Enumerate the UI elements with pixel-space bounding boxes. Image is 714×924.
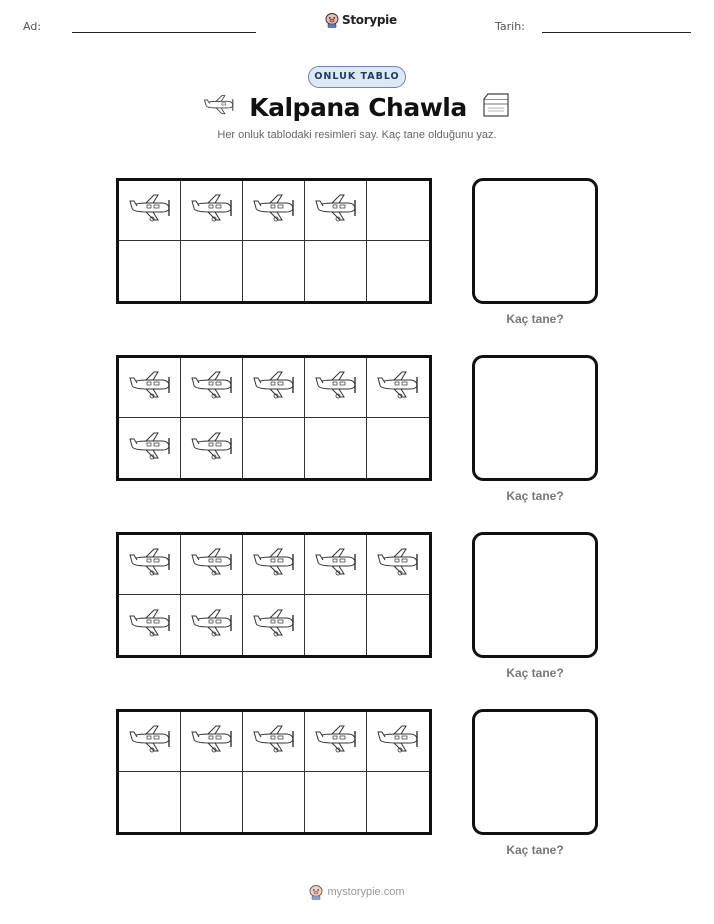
airplane-icon [190,430,234,467]
ten-frame-cell [243,418,305,478]
ten-frame-cell [367,535,429,595]
airplane-icon [128,607,172,644]
ten-frame-cell [119,712,181,772]
ten-frame-cell [367,418,429,478]
footer-url: mystorypie.com [327,886,405,898]
airplane-icon [376,546,420,583]
ten-frame-cell [305,712,367,772]
ten-frame-cell [181,535,243,595]
airplane-icon [190,546,234,583]
ten-frame-cell [305,181,367,241]
ten-frame-cell [243,358,305,418]
worksheet-type-badge: ONLUK TABLO [308,66,406,88]
airplane-icon [314,546,358,583]
ten-frame-cell [119,535,181,595]
airplane-icon [203,93,235,122]
ten-frame-cell [181,418,243,478]
ten-frame-cell [181,181,243,241]
brand-logo [325,12,397,28]
airplane-icon [190,607,234,644]
ten-frame-cell [243,241,305,301]
ten-frame-cell [305,772,367,832]
ten-frame-cell [243,712,305,772]
airplane-icon [376,369,420,406]
ten-frame-cell [181,241,243,301]
airplane-icon [128,369,172,406]
airplane-icon [252,723,296,760]
airplane-icon [190,192,234,229]
name-label: Ad: [23,20,42,33]
ten-frame-cell [243,772,305,832]
ten-frame-cell [119,595,181,655]
airplane-icon [128,430,172,467]
ten-frame-cell [243,535,305,595]
answer-box-2[interactable] [472,355,598,481]
title-row [0,92,714,123]
ten-frame-4 [116,709,432,835]
pig-mascot-icon [325,12,339,28]
ten-frame-cell [181,595,243,655]
answer-label-4: Kaç tane? [506,843,564,857]
airplane-icon [252,369,296,406]
footer [0,884,714,900]
ten-frame-cell [367,358,429,418]
pig-mascot-icon [309,884,323,900]
box-icon [481,92,511,123]
ten-frame-cell [367,712,429,772]
ten-frame-cell [367,181,429,241]
airplane-icon [128,192,172,229]
airplane-icon [252,192,296,229]
ten-frame-cell [119,772,181,832]
ten-frame-cell [305,358,367,418]
airplane-icon [314,369,358,406]
airplane-icon [190,723,234,760]
airplane-icon [128,546,172,583]
instructions: Her onluk tablodaki resimleri say. Kaç tane olduğunu yaz. [217,129,497,141]
ten-frame-cell [305,595,367,655]
ten-frame-2 [116,355,432,481]
ten-frame-cell [181,712,243,772]
brand-name: Storypie [342,13,397,27]
airplane-icon [190,369,234,406]
ten-frame-cell [367,241,429,301]
ten-frame-cell [305,535,367,595]
page-title: Kalpana Chawla [249,93,467,122]
ten-frame-cell [243,181,305,241]
ten-frame-cell [181,772,243,832]
ten-frame-cell [181,358,243,418]
airplane-icon [314,723,358,760]
airplane-icon [376,723,420,760]
answer-box-3[interactable] [472,532,598,658]
ten-frame-cell [119,358,181,418]
airplane-icon [252,546,296,583]
answer-label-3: Kaç tane? [506,666,564,680]
ten-frame-cell [367,595,429,655]
ten-frame-3 [116,532,432,658]
date-label: Tarih: [495,20,525,33]
ten-frame-cell [367,772,429,832]
answer-label-2: Kaç tane? [506,489,564,503]
answer-box-1[interactable] [472,178,598,304]
ten-frame-cell [243,595,305,655]
ten-frame-cell [119,241,181,301]
ten-frame-cell [305,241,367,301]
answer-box-4[interactable] [472,709,598,835]
ten-frame-cell [119,418,181,478]
ten-frame-1 [116,178,432,304]
name-line[interactable] [72,32,256,33]
date-line[interactable] [542,32,691,33]
airplane-icon [252,607,296,644]
ten-frame-cell [119,181,181,241]
ten-frame-cell [305,418,367,478]
airplane-icon [128,723,172,760]
airplane-icon [314,192,358,229]
answer-label-1: Kaç tane? [506,312,564,326]
